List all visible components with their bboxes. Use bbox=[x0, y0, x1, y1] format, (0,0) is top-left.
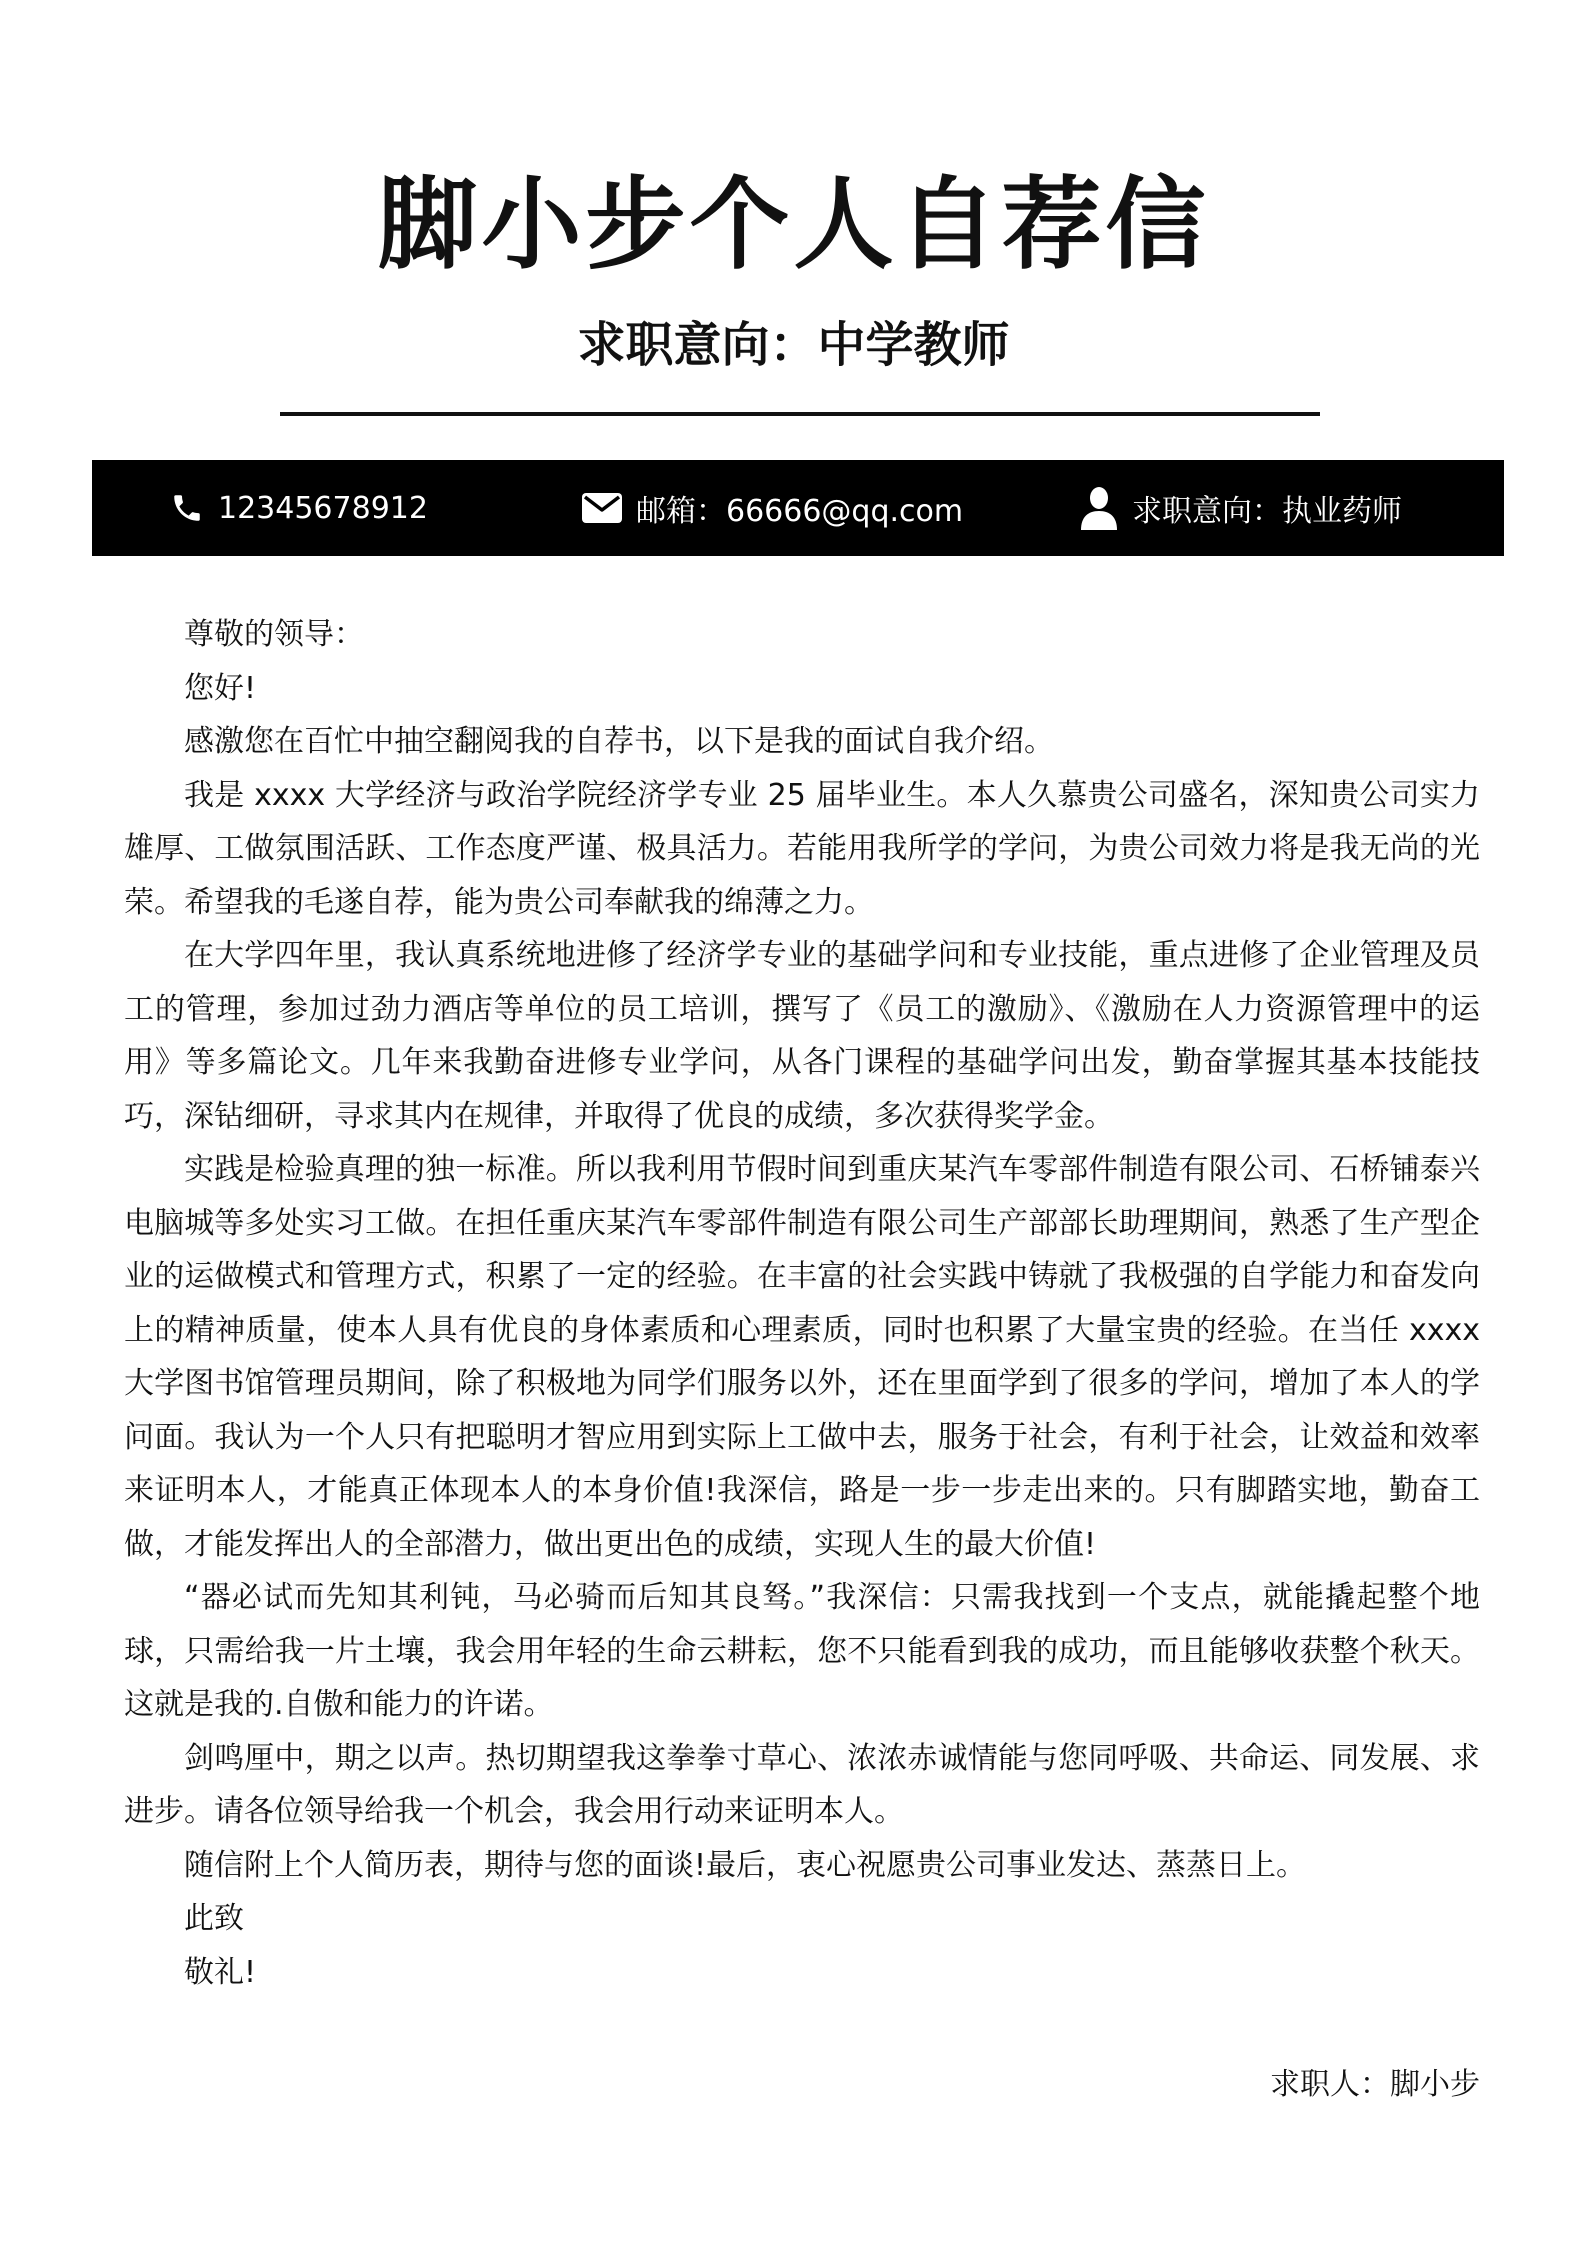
letter-paragraph: 我是 xxxx 大学经济与政治学院经济学专业 25 届毕业生。本人久慕贵公司盛名，深知贵公司实力雄厚、工做氛围活跃、工作态度严谨、极具活力。若能用我所学的学问，为贵公司效力将是我无尚的光荣。希望我的毛遂自荐，能为贵公司奉献我的绵薄之力。 bbox=[124, 777, 1480, 920]
letter-paragraph: 实践是检验真理的独一标准。所以我利用节假时间到重庆某汽车零部件制造有限公司、石桥铺泰兴电脑城等多处实习工做。在担任重庆某汽车零部件制造有限公司生产部部长助理期间，熟悉了生产型企业的运做模式和管理方式，积累了一定的经验。在丰富的社会实践中铸就了我极强的自学能力和奋发向上的精神质量，使本人具有优良的身体素质和心理素质，同时也积累了大量宝贵的经验。在当任 xxxx 大学图书馆管理员期间，除了积极地为同学们服务以外，还在里面学到了很多的学问，增加了本人的学问面。我认为一个人只有把聪明才智应用到实际上工做中去，服务于社会，有利于社会，让效益和效率来证明本人，才能真正体现本人的本身价值!我深信，路是一步一步走出来的。只有脚踏实地，勤奋工做，才能发挥出人的全部潜力，做出更出色的成绩，实现人生的最大价值! bbox=[124, 1152, 1480, 1562]
email-address: 邮箱：66666@qq.com bbox=[636, 494, 964, 529]
letter-paragraph: 随信附上个人简历表，期待与您的面谈!最后，衷心祝愿贵公司事业发达、蒸蒸日上。 bbox=[184, 1847, 1307, 1883]
greeting: 您好! bbox=[184, 670, 257, 706]
letter-paragraph: 剑鸣厘中，期之以声。热切期望我这拳拳寸草心、浓浓赤诚情能与您同呼吸、共命运、同发展、求进步。请各位领导给我一个机会，我会用行动来证明本人。 bbox=[124, 1740, 1480, 1829]
closing-salute: 敬礼! bbox=[184, 1954, 257, 1990]
letter-paragraph: “器必试而先知其利钝，马必骑而后知其良驽。”我深信：只需我找到一个支点，就能撬起整个地球，只需给我一片土壤，我会用年轻的生命云耕耘，您不只能看到我的成功，而且能够收获整个秋天。这就是我的.自傲和能力的许诺。 bbox=[124, 1580, 1480, 1722]
page-title: 脚小步个人自荐信 bbox=[377, 166, 1210, 283]
mail-icon bbox=[582, 493, 622, 523]
phone-icon bbox=[170, 491, 204, 525]
closing-line: 此致 bbox=[184, 1901, 244, 1936]
job-intent-subtitle: 求职意向：中学教师 bbox=[577, 317, 1010, 373]
phone-number: 12345678912 bbox=[218, 490, 428, 526]
job-intent-text: 求职意向：执业药师 bbox=[1132, 494, 1402, 529]
contact-job-intent bbox=[1080, 460, 1402, 556]
signature: 求职人：脚小步 bbox=[1270, 2067, 1480, 2102]
contact-bar bbox=[92, 460, 1504, 556]
salutation: 尊敬的领导： bbox=[184, 617, 364, 652]
letter-paragraph: 感激您在百忙中抽空翻阅我的自荐书，以下是我的面试自我介绍。 bbox=[184, 724, 1054, 759]
title-divider bbox=[280, 412, 1320, 416]
contact-email bbox=[582, 460, 963, 556]
letter-body bbox=[124, 608, 1480, 1999]
contact-phone bbox=[170, 460, 428, 556]
letter-paragraph: 在大学四年里，我认真系统地进修了经济学专业的基础学问和专业技能，重点进修了企业管理及员工的管理，参加过劲力酒店等单位的员工培训，撰写了《员工的激励》、《激励在人力资源管理中的运用》等多篇论文。几年来我勤奋进修专业学问，从各门课程的基础学问出发，勤奋掌握其基本技能技巧，深钻细研，寻求其内在规律，并取得了优良的成绩，多次获得奖学金。 bbox=[124, 938, 1480, 1134]
user-icon bbox=[1080, 486, 1118, 530]
